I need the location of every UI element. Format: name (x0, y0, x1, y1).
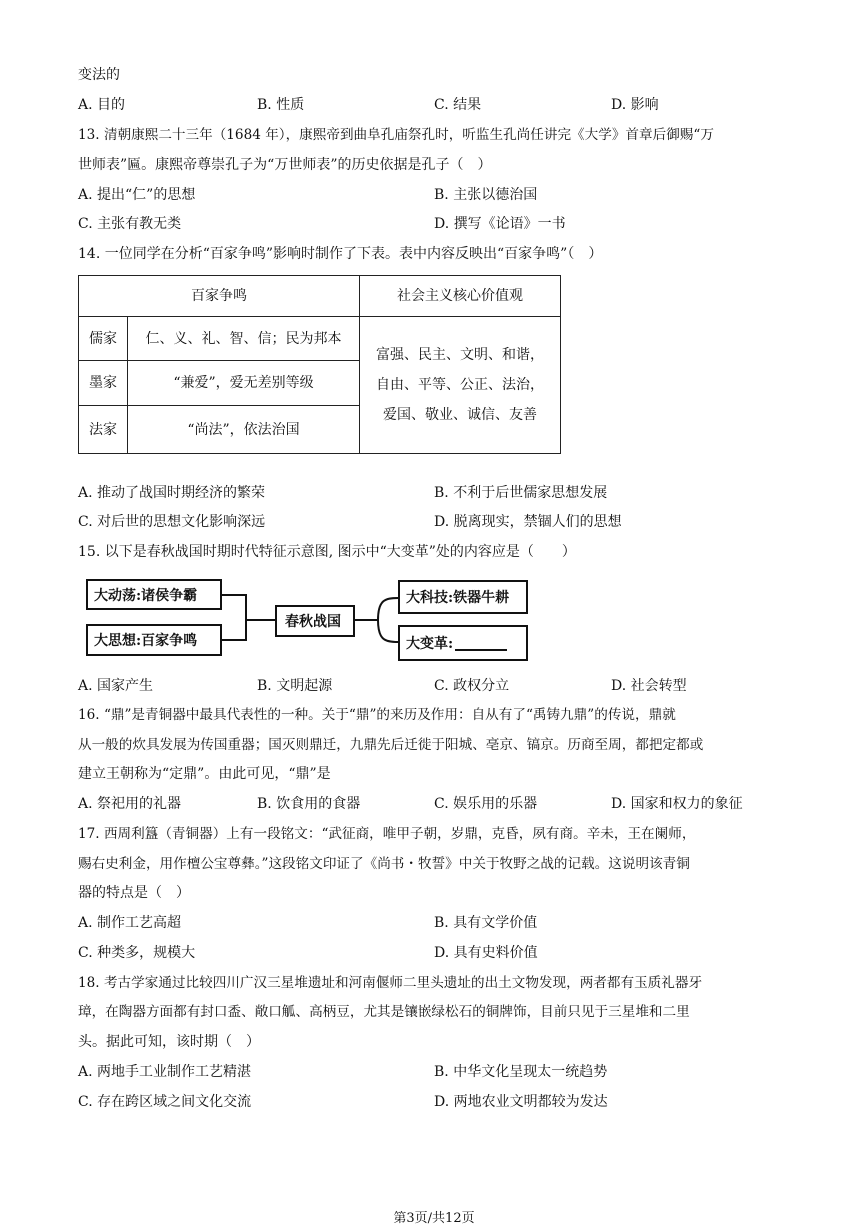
q12-option-b: B. 性质 (257, 97, 305, 113)
q14-option-c: C. 对后世的思想文化影响深远 (78, 514, 266, 530)
q18-option-c: C. 存在跨区域之间文化交流 (78, 1094, 252, 1110)
q13-option-a: A. 提出“仁”的思想 (78, 187, 196, 203)
table-school-cell: 法家 (79, 406, 128, 454)
table-school-cell: 墨家 (79, 361, 128, 406)
q12-option-a: A. 目的 (78, 97, 126, 113)
q16-option-c: C. 娱乐用的乐器 (434, 796, 538, 812)
q17-option-d: D. 具有史料价值 (434, 945, 538, 961)
q18-option-b: B. 中华文化呈现太一统趋势 (434, 1064, 608, 1080)
q12-option-d: D. 影响 (611, 97, 659, 113)
answer-blank (455, 635, 507, 651)
q13-option-b: B. 主张以德治国 (434, 187, 538, 203)
q14-stem: 14. 一位同学在分析“百家争鸣”影响时制作了下表。表中内容反映出“百家争鸣”（ ） (78, 246, 603, 262)
q16-stem-line1: 16. “鼎”是青铜器中最具代表性的一种。关于“鼎”的来历及作用：自从有了“禹铸九鼎”的传说，鼎就 (78, 707, 676, 723)
q18-stem-line1: 18. 考古学家通过比较四川广汉三星堆遗址和河南偃师二里头遗址的出土文物发现，两者都有玉质礼器牙 (78, 975, 703, 991)
q15-option-a: A. 国家产生 (78, 678, 154, 694)
q13-option-d: D. 撰写《论语》一书 (434, 216, 566, 232)
q18-option-a: A. 两地手工业制作工艺精湛 (78, 1064, 252, 1080)
q13-option-c: C. 主张有教无类 (78, 216, 182, 232)
q14-option-d: D. 脱离现实，禁锢人们的思想 (434, 514, 622, 530)
q15-option-d: D. 社会转型 (611, 678, 687, 694)
q17-option-c: C. 种类多，规模大 (78, 945, 196, 961)
values-line: 爱国、敬业、诚信、友善 (383, 407, 537, 423)
diagram-right-bottom-label: 大变革: (406, 636, 454, 652)
q17-stem-line1: 17. 西周利簋（青铜器）上有一段铭文：“武征商，唯甲子朝，岁鼎，克昏，夙有商。辛未，王在阑师， (78, 826, 696, 842)
table-idea-cell: “尚法”，依法治国 (128, 406, 360, 454)
diagram-right-top-box: 大科技:铁器牛耕 (398, 580, 528, 614)
q16-option-b: B. 饮食用的食器 (257, 796, 361, 812)
q17-stem-line3: 器的特点是（ ） (78, 885, 190, 901)
q13-stem-line2: 世师表”匾。康熙帝尊崇孔子为“万世师表”的历史依据是孔子（ ） (78, 157, 492, 173)
q15-option-c: C. 政权分立 (434, 678, 510, 694)
values-line: 自由、平等、公正、法治， (376, 377, 544, 393)
q17-stem-line2: 赐右史利金，用作檀公宝尊彝。”这段铭文印证了《尚书・牧誓》中关于牧野之战的记载。这说明该青铜 (78, 856, 690, 872)
diagram-center-box: 春秋战国 (275, 605, 355, 637)
q15-option-b: B. 文明起源 (257, 678, 333, 694)
q17-option-b: B. 具有文学价值 (434, 915, 538, 931)
q15-stem: 15. 以下是春秋战国时期时代特征示意图, 图示中“大变革”处的内容应是（ ） (78, 544, 576, 560)
table-header-right: 社会主义核心价值观 (360, 276, 561, 317)
diagram-left-bottom-box: 大思想:百家争鸣 (86, 624, 222, 656)
q16-option-a: A. 祭祀用的礼器 (78, 796, 182, 812)
diagram-left-top-box: 大动荡:诸侯争霸 (86, 579, 222, 610)
table-header-left: 百家争鸣 (79, 276, 360, 317)
diagram-right-bottom-box (398, 625, 528, 661)
q13-stem-line1: 13. 清朝康熙二十三年（1684 年），康熙帝到曲阜孔庙祭孔时，听监生孔尚任讲完《大学》首章后御赐“万 (78, 127, 714, 143)
table-school-cell: 儒家 (79, 317, 128, 361)
q18-stem-line2: 璋，在陶器方面都有封口盉、敞口觚、高柄豆，尤其是镶嵌绿松石的铜牌饰，目前只见于三星堆和二里 (78, 1004, 690, 1020)
q16-stem-line2: 从一般的炊具发展为传国重器；国灭则鼎迁，九鼎先后迁徙于阳城、亳京、镐京。历商至周，都把定都或 (78, 737, 704, 753)
page-footer: 第3页/共12页 (393, 1211, 475, 1226)
table-idea-cell: “兼爱”，爱无差别等级 (128, 361, 360, 406)
q12-option-c: C. 结果 (434, 97, 482, 113)
q17-option-a: A. 制作工艺高超 (78, 915, 182, 931)
q16-stem-line3: 建立王朝称为“定鼎”。由此可见，“鼎”是 (78, 766, 331, 782)
values-line: 富强、民主、文明、和谐， (376, 347, 544, 363)
q18-stem-line3: 头。据此可知，该时期（ ） (78, 1034, 260, 1050)
q14-option-b: B. 不利于后世儒家思想发展 (434, 485, 608, 501)
table-idea-cell: 仁、义、礼、智、信；民为邦本 (128, 317, 360, 361)
q12-tail: 变法的 (78, 67, 120, 83)
q16-option-d: D. 国家和权力的象征 (611, 796, 743, 812)
q18-option-d: D. 两地农业文明都较为发达 (434, 1094, 608, 1110)
q14-option-a: A. 推动了战国时期经济的繁荣 (78, 485, 266, 501)
